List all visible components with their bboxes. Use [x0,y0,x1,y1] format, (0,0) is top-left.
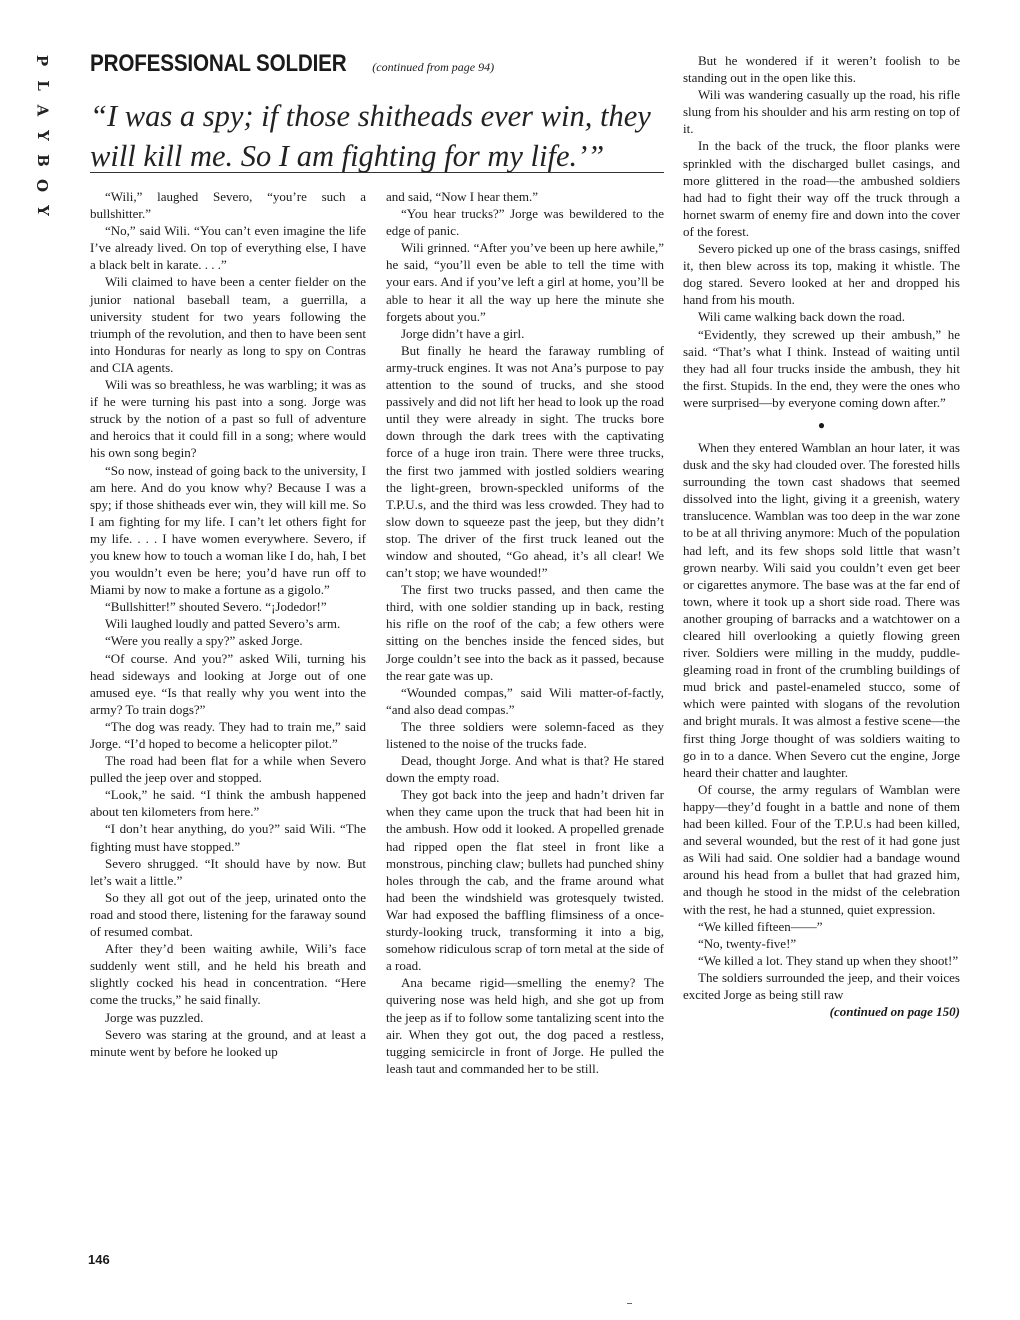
paragraph: Of course, the army regulars of Wamblan were happy—they’d fought in a battle and none of them had been killed. Four of the T.P.U.s had been killed, and several wounded, but the rest of it had gone just as Wili had said. One soldier had a bandage wound around his head from a bullet that had grazed him, and though he stood in the midst of the celebration with the rest, he had a stunned, quiet expression. [683,781,960,917]
article-title: PROFESSIONAL SOLDIER [90,50,347,77]
mag-letter: Y [33,205,52,216]
magazine-name-vertical [30,48,54,223]
continued-on-note: (continued on page 150) [829,1004,960,1020]
paragraph: After they’d been waiting awhile, Wili’s face suddenly went still, and he held his breath and slightly cocked his head in concentration. “Here come the trucks,” he said finally. [90,941,366,1008]
paragraph: They got back into the jeep and hadn’t driven far when they came upon the truck that had been hit in the ambush. How odd it looked. A propelled grenade had ripped open the flat steel in front like a monstrous, pinching claw; bullets had punched shiny holes through the cab, and the frame around what had been the windshield was grotesquely twisted. War had exposed the baffling flimsiness of a once-sturdy-looking truck, transforming it into a big, somehow ridiculous scrap of torn metal at the side of a road. [386,787,664,974]
paragraph: “You hear trucks?” Jorge was bewildered to the edge of panic. [386,206,664,239]
paragraph: Wili grinned. “After you’ve been up here awhile,” he said, “you’ll even be able to tell the time with your ears. And if you’ve left a girl at home, you’ll be able to hear it all the way up here the minute she forgets about you.” [386,240,664,324]
paragraph: The three soldiers were solemn-faced as they listened to the noise of the trucks fade. [386,718,664,751]
paragraph: “The dog was ready. They had to train me,” said Jorge. “I’d hoped to become a helicopter pilot.” [90,718,366,751]
paragraph: Jorge didn’t have a girl. [401,325,525,341]
paragraph: The soldiers surrounded the jeep, and their voices excited Jorge as being still raw [683,969,960,1002]
paragraph: “Wounded compas,” said Wili matter-of-factly, “and also dead compas.” [386,684,664,717]
paragraph: “No,” said Wili. “You can’t even imagine the life I’ve already lived. On top of everything else, I have a black belt in karate. . . .” [90,223,366,273]
paragraph: “Were you really a spy?” asked Jorge. [105,633,303,649]
paragraph: “Evidently, they screwed up their ambush,” he said. “That’s what I think. Instead of waiting until they had all four trucks inside the ambush, they hit the first. Stupids. In the end, they were the ones who were surprised—by everyone coming down after.” [683,326,960,410]
paragraph: “I don’t hear anything, do you?” said Wili. “The fighting must have stopped.” [90,821,366,854]
mag-letter: B [33,154,52,167]
paragraph: “So now, instead of going back to the university, I am here. And do you know why? Because I was a spy; if those shitheads ever win, they will kill me. So I am fighting for my life. I can’t let others fight for my life. . . . I have women everywhere. Severo, if you knew how to touch a woman like I do, hah, I bet you wouldn’t even be here; you’d have run off to Miami by now to make a fortune as a gigolo.” [90,462,366,598]
paragraph: “No, twenty-five!” [698,935,797,951]
header-rule [90,172,664,173]
paragraph: “Look,” he said. “I think the ambush happened about ten kilometers from here.” [90,787,366,820]
page-number: 146 [88,1252,110,1267]
mag-letter: Y [33,130,52,141]
paragraph: The road had been flat for a while when Severo pulled the jeep over and stopped. [90,753,366,786]
paragraph: The first two trucks passed, and then came the third, with one soldier standing up in back, resting his rifle on the roof of the cab; a few others were sitting on the benches inside the fenced sides, but Jorge couldn’t see into the back as it passed, because the rear gate was up. [386,582,664,683]
footer-mark [627,1303,632,1304]
paragraph: But finally he heard the faraway rumbling of army-truck engines. It was not Ana’s purpose to pay attention to the sound of trucks, and she stood passively and did not lift her head to look up the road until they were already in sight. The trucks bore down through the dark trees with the captivating force of a huge iron train. There were three trucks, the first two jammed with jostled soldiers wearing the light-green, brown-speckled uniforms of the T.P.U.s, and the third was less crowded. They had to slow down to squeeze past the jeep, but they didn’t stop. The driver of the first truck leaned out the window and shouted, “Go ahead, it’s all clear! We can’t stop; we have wounded!” [386,342,664,581]
pull-quote: “I was a spy; if those shitheads ever win, they will kill me. So I am fighting for my life.’” [90,99,651,173]
paragraph: Severo picked up one of the brass casings, sniffed it, then blew across its top, making it whistle. The dog stared. Severo looked at her and dropped his hand from his mouth. [683,241,960,308]
mag-letter: A [33,104,52,117]
paragraph: Wili was so breathless, he was warbling; it was as if he were turning his past into a song. Jorge was struck by the notion of a past so full of adventure and heroics that it could fill in a song; where would his own song begin? [90,377,366,461]
article-header [90,50,665,176]
paragraph: Jorge was puzzled. [105,1009,204,1025]
text-column-3 [683,52,960,1020]
paragraph: Severo shrugged. “It should have by now. But let’s wait a little.” [90,855,366,888]
paragraph: “Bullshitter!” shouted Severo. “¡Jodedor!” [105,599,327,615]
mag-letter: P [33,54,52,67]
paragraph: Wili came walking back down the road. [698,309,906,325]
paragraph: and said, “Now I hear them.” [386,189,538,204]
paragraph: Wili was wandering casually up the road, his rifle slung from his shoulder and his arm resting on top of it. [683,87,960,137]
paragraph: So they all got out of the jeep, urinated onto the road and stood there, listening for the faraway sound of resumed combat. [90,889,366,940]
paragraph: Severo was staring at the ground, and at least a minute went by before he looked up [90,1026,366,1059]
text-column-2 [386,188,664,1077]
paragraph: When they entered Wamblan an hour later, it was dusk and the sky had clouded over. The forested hills surrounding the town cast shadows that seemed dissolved into the light, giving it a greenish, watery translucence. Wamblan was too deep in the war zone to be at all thriving anymore: Much of the population had left, and its few shops sold little that wasn’t grown nearby. Wili said you couldn’t even get beer or cigarettes anymore. The base was at the far end of town, where it took up a short side road. There was another grouping of barracks and a watchtower on a cleared hill overlooking a quietly flowing green river. Soldiers were milling in the muddy, puddle-gleaming road in front of the crumbling buildings of mud brick and pastel-enameled stucco, some of which were painted with slogans of the revolution and bright murals. It was almost a festive scene—the first thing Jorge thought of was soldiers waiting to go in to a dance. When Severo cut the engine, Jorge heard their chatter and laughter. [683,439,960,780]
paragraph: Wili claimed to have been a center fielder on the junior national baseball team, a guerrilla, a university student for two years following the triumph of the revolution, and then to have been sent into Honduras for nearly as long to spy on Contras and CIA agents. [90,274,366,375]
mag-letter: O [33,178,52,193]
paragraph: In the back of the truck, the floor planks were sprinkled with the discharged bullet casings, and more glittered in the road—the ambushed soldiers had had to fight their way off the truck through a hornet swarm of enemy fire and down into the cover of the forest. [683,138,960,239]
paragraph: Dead, thought Jorge. And what is that? He stared down the empty road. [386,753,664,786]
text-column-1 [90,188,366,1060]
section-separator-bullet: ● [817,417,826,432]
paragraph: Wili laughed loudly and patted Severo’s arm. [105,616,341,632]
paragraph: Ana became rigid—smelling the enemy? The quivering nose was held high, and she got up from the jeep as if to follow some tantalizing scent into the air. When they got out, the dog paced a restless, tugging semicircle in front of Jorge. He pulled the leash taut and commanded her to be still. [386,975,664,1076]
continued-from-note: (continued from page 94) [372,60,495,74]
paragraph: But he wondered if it weren’t foolish to be standing out in the open like this. [683,53,960,86]
paragraph: “Of course. And you?” asked Wili, turning his head sideways and looking at Jorge out of one amused eye. “Is that really why you went into the army? To train dogs?” [90,650,366,717]
paragraph: “We killed a lot. They stand up when they shoot!” [698,952,959,968]
paragraph: “We killed fifteen——” [698,918,823,934]
paragraph: “Wili,” laughed Severo, “you’re such a bullshitter.” [90,189,366,222]
mag-letter: L [33,80,52,91]
title-row [90,50,665,78]
